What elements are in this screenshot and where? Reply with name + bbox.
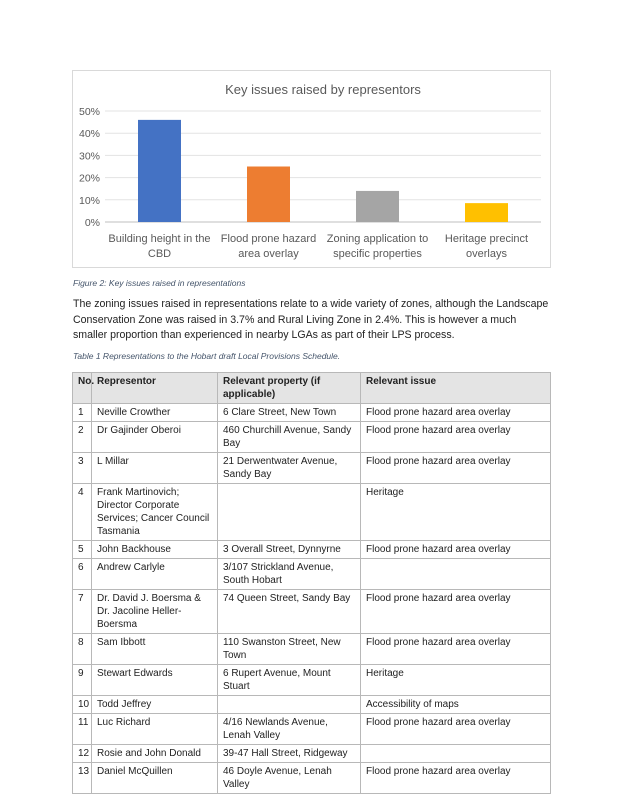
bar <box>247 167 290 223</box>
cell-no: 11 <box>73 714 92 745</box>
y-tick-label: 50% <box>78 106 100 118</box>
cell-property: 39-47 Hall Street, Ridgeway <box>218 745 361 763</box>
x-category-label: Zoning application to <box>326 233 429 245</box>
y-tick-label: 0% <box>84 217 100 229</box>
cell-issue: Heritage <box>361 665 551 696</box>
cell-property: 4/16 Newlands Avenue, Lenah Valley <box>218 714 361 745</box>
bar-chart <box>73 71 550 267</box>
header-issue: Relevant issue <box>361 373 551 404</box>
x-category-label: area overlay <box>238 248 299 260</box>
cell-property: 3 Overall Street, Dynnyrne <box>218 541 361 559</box>
chart-container <box>72 70 551 268</box>
cell-property: 110 Swanston Street, New Town <box>218 634 361 665</box>
cell-no: 13 <box>73 763 92 794</box>
representations-table <box>72 372 551 794</box>
cell-no: 5 <box>73 541 92 559</box>
cell-property: 460 Churchill Avenue, Sandy Bay <box>218 422 361 453</box>
table-header-row <box>73 373 551 404</box>
header-representor: Representor <box>92 373 218 404</box>
cell-no: 12 <box>73 745 92 763</box>
table-row <box>73 422 551 453</box>
cell-property: 46 Doyle Avenue, Lenah Valley <box>218 763 361 794</box>
chart-title: Key issues raised by representors <box>225 82 421 97</box>
cell-property: 74 Queen Street, Sandy Bay <box>218 590 361 634</box>
x-category-label: Heritage precinct <box>444 233 529 245</box>
cell-property: 3/107 Strickland Avenue, South Hobart <box>218 559 361 590</box>
cell-representor: L Millar <box>92 453 218 484</box>
table-row <box>73 453 551 484</box>
cell-property <box>218 696 361 714</box>
table-row <box>73 763 551 794</box>
table-row <box>73 484 551 541</box>
cell-no: 2 <box>73 422 92 453</box>
cell-property: 6 Clare Street, New Town <box>218 404 361 422</box>
y-tick-label: 30% <box>78 150 100 163</box>
cell-issue: Flood prone hazard area overlay <box>361 590 551 634</box>
table-row <box>73 634 551 665</box>
cell-representor: Dr. David J. Boersma & Dr. Jacoline Heller-Boersma <box>92 590 218 634</box>
cell-no: 4 <box>73 484 92 541</box>
table-row <box>73 696 551 714</box>
cell-representor: Neville Crowther <box>92 404 218 422</box>
cell-issue: Accessibility of maps <box>361 696 551 714</box>
cell-no: 9 <box>73 665 92 696</box>
table-row <box>73 745 551 763</box>
cell-representor: Frank Martinovich; Director Corporate Services; Cancer Council Tasmania <box>92 484 218 541</box>
cell-no: 3 <box>73 453 92 484</box>
cell-no: 1 <box>73 404 92 422</box>
cell-representor: Sam Ibbott <box>92 634 218 665</box>
cell-issue: Flood prone hazard area overlay <box>361 541 551 559</box>
body-paragraph: The zoning issues raised in representations relate to a wide variety of zones, although the Landscape Conservation Zone was raised in 3.7% and Rural Living Zone in 2.4%. This is however a much smaller proportion than experienced in nearby LGAs as part of their LPS process. <box>73 298 549 341</box>
cell-issue: Flood prone hazard area overlay <box>361 634 551 665</box>
cell-property <box>218 484 361 541</box>
table-row <box>73 404 551 422</box>
figure-caption: Figure 2: Key issues raised in representations <box>73 278 246 288</box>
cell-property: 6 Rupert Avenue, Mount Stuart <box>218 665 361 696</box>
bar <box>138 120 181 222</box>
table-row <box>73 541 551 559</box>
cell-representor: Dr Gajinder Oberoi <box>92 422 218 453</box>
cell-representor: Todd Jeffrey <box>92 696 218 714</box>
x-category-label: specific properties <box>333 248 422 260</box>
cell-issue: Flood prone hazard area overlay <box>361 422 551 453</box>
cell-issue: Flood prone hazard area overlay <box>361 453 551 484</box>
cell-no: 7 <box>73 590 92 634</box>
y-tick-label: 10% <box>78 194 100 207</box>
y-tick-label: 20% <box>78 172 100 185</box>
y-tick-label: 40% <box>78 128 100 141</box>
bar <box>356 191 399 222</box>
table-caption: Table 1 Representations to the Hobart draft Local Provisions Schedule. <box>73 351 341 361</box>
table-row <box>73 714 551 745</box>
cell-issue: Flood prone hazard area overlay <box>361 404 551 422</box>
cell-representor: Rosie and John Donald <box>92 745 218 763</box>
cell-issue: Heritage <box>361 484 551 541</box>
cell-representor: John Backhouse <box>92 541 218 559</box>
cell-issue <box>361 745 551 763</box>
cell-representor: Daniel McQuillen <box>92 763 218 794</box>
cell-representor: Stewart Edwards <box>92 665 218 696</box>
table-row <box>73 665 551 696</box>
cell-issue <box>361 559 551 590</box>
cell-issue: Flood prone hazard area overlay <box>361 763 551 794</box>
cell-representor: Luc Richard <box>92 714 218 745</box>
cell-property: 21 Derwentwater Avenue, Sandy Bay <box>218 453 361 484</box>
x-category-label: Flood prone hazard <box>220 233 317 245</box>
x-category-label: Building height in the <box>108 233 211 245</box>
header-no: No. <box>73 373 92 404</box>
cell-issue: Flood prone hazard area overlay <box>361 714 551 745</box>
x-category-label: CBD <box>147 248 172 260</box>
x-category-label: overlays <box>466 248 507 260</box>
table-row <box>73 590 551 634</box>
cell-no: 6 <box>73 559 92 590</box>
header-property: Relevant property (if applicable) <box>218 373 361 404</box>
bar <box>465 203 508 222</box>
cell-representor: Andrew Carlyle <box>92 559 218 590</box>
table-row <box>73 559 551 590</box>
cell-no: 10 <box>73 696 92 714</box>
cell-no: 8 <box>73 634 92 665</box>
